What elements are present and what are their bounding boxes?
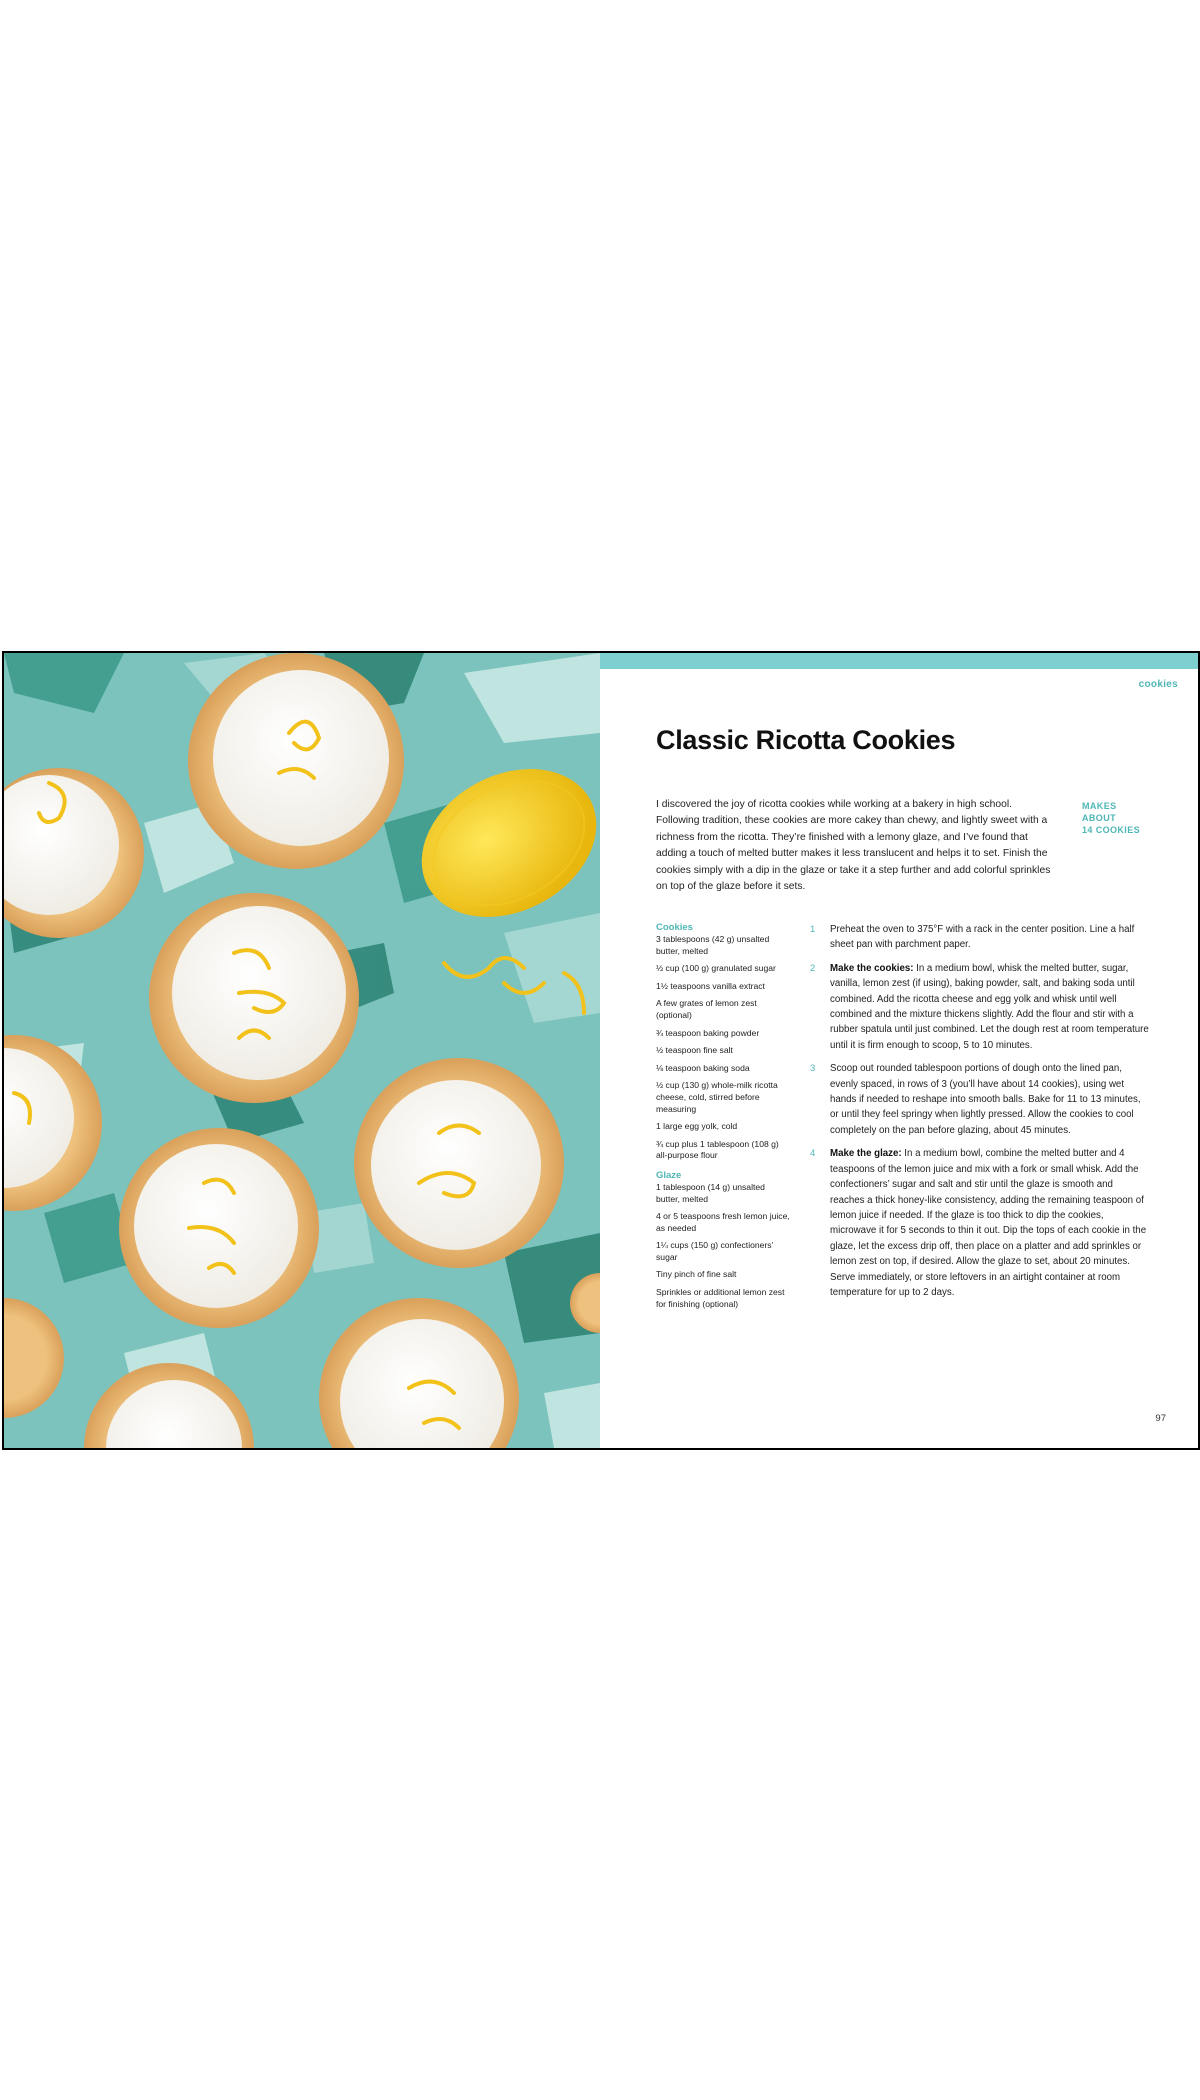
recipe-intro: I discovered the joy of ricotta cookies while working at a bakery in high school. Following tradition, these cookies are more cakey than chewy, and lightly sweet with a richness from the ricotta. They’re finished with a lemony glaze, and I’ve found that adding a touch of melted butter makes it less translucent and helps it to set. Finish the cookies simply with a dip in the glaze or take it a step further and add colorful sprinkles on top of the glaze before it sets. [656, 799, 1051, 893]
recipe-yield [1082, 800, 1162, 836]
ingredient-item: 3 tablespoons (42 g) unsalted butter, melted [656, 934, 770, 956]
ingredient-item: ¾ teaspoon baking powder [656, 1027, 760, 1038]
step-text: In a medium bowl, whisk the melted butter, sugar, vanilla, lemon zest (if using), baking powder, salt, and baking soda until combined. Add the ricotta cheese and egg yolk and whisk until well combined and the mixture thickens slightly. Add the flour and stir with a rubber spatula until just combined. Let the dough rest at room temperature until it is firm enough to scoop, 5 to 10 minutes. [830, 962, 1149, 1051]
ingredient-item: ½ teaspoon fine salt [656, 1045, 733, 1056]
method-step [810, 961, 1150, 1053]
ingredient-item: 1 tablespoon (14 g) unsalted butter, melted [656, 1181, 765, 1204]
ingredient-item: 1¼ cups (150 g) confectioners’ sugar [656, 1240, 774, 1262]
ingredient-item: Sprinkles or additional lemon zest for finishing (optional) [656, 1287, 785, 1309]
ingredient-item: ½ cup (130 g) whole-milk ricotta cheese, cold, stirred before measuring [656, 1080, 778, 1114]
page-accent-bar [600, 653, 1198, 669]
recipe-title: Classic Ricotta Cookies [656, 725, 956, 755]
cookies-ingredients-heading: Cookies [656, 922, 693, 933]
method-steps [810, 922, 1150, 1308]
ingredient-item: 4 or 5 teaspoons fresh lemon juice, as needed [656, 1211, 790, 1233]
ingredient-item: ⅛ teaspoon baking soda [656, 1062, 750, 1073]
step-text: Preheat the oven to 375°F with a rack in the center position. Line a half sheet pan with parchment paper. [830, 924, 1135, 951]
step-number: 3 [810, 1063, 816, 1075]
step-lead: Make the cookies: [830, 962, 914, 974]
method-step [810, 1146, 1150, 1300]
cookies-photo [4, 653, 600, 1448]
cookies-ingredients-list [656, 934, 790, 1162]
step-number: 1 [810, 924, 816, 935]
section-label: cookies [1138, 679, 1178, 690]
step-text: In a medium bowl, combine the melted butter and 4 teaspoons of the lemon juice and mix with a fork or small whisk. Add the confectioners’ sugar and salt and stir until the glaze is smooth and reaches a thick honey-like consistency, adding the remaining teaspoon of lemon juice if needed. If the glaze is too thick to dip the cookies, microwave it for 5 seconds to thin it out. Dip the tops of each cookie in the glaze, let the excess drip off, then place on a platter and add sprinkles or lemon zest on top, if desired. Allow the glaze to set, about 20 minutes. Serve immediately, or store leftovers in an airtight container at room temperature for up to 2 days. [830, 1148, 1147, 1298]
cookies-photo-illustration [4, 653, 600, 1448]
page-number: 97 [1155, 1413, 1166, 1424]
book-spread [2, 651, 1200, 1450]
ingredient-item: 1 large egg yolk, cold [656, 1121, 738, 1132]
step-lead: Make the glaze: [830, 1148, 902, 1160]
recipe-page [600, 653, 1198, 1448]
yield-line: 14 COOKIES [1082, 825, 1141, 835]
step-text: Scoop out rounded tablespoon portions of dough onto the lined pan, evenly spaced, in rows of 3 (you’ll have about 14 cookies), using wet hands if needed to reshape into smooth balls. Bake for 11 to 13 minutes, or until they feel springy when lightly pressed. Allow the cookies to cool completely on the pan before glazing, about 45 minutes. [830, 1063, 1141, 1136]
step-number: 2 [810, 962, 816, 974]
glaze-ingredients-list [656, 1182, 790, 1310]
yield-line: ABOUT [1082, 813, 1116, 823]
ingredient-item: 1½ teaspoons vanilla extract [656, 980, 765, 991]
ingredient-item: A few grates of lemon zest (optional) [656, 998, 757, 1020]
ingredient-item: ¾ cup plus 1 tablespoon (108 g) all-purpose flour [656, 1138, 779, 1161]
ingredients-column [656, 922, 790, 1316]
method-step [810, 922, 1150, 953]
glaze-ingredients-heading: Glaze [656, 1169, 682, 1181]
ingredient-item: ½ cup (100 g) granulated sugar [656, 963, 776, 974]
ingredient-item: Tiny pinch of fine salt [656, 1269, 737, 1280]
method-step [810, 1061, 1150, 1138]
step-number: 4 [810, 1148, 816, 1160]
yield-line: MAKES [1082, 801, 1117, 811]
